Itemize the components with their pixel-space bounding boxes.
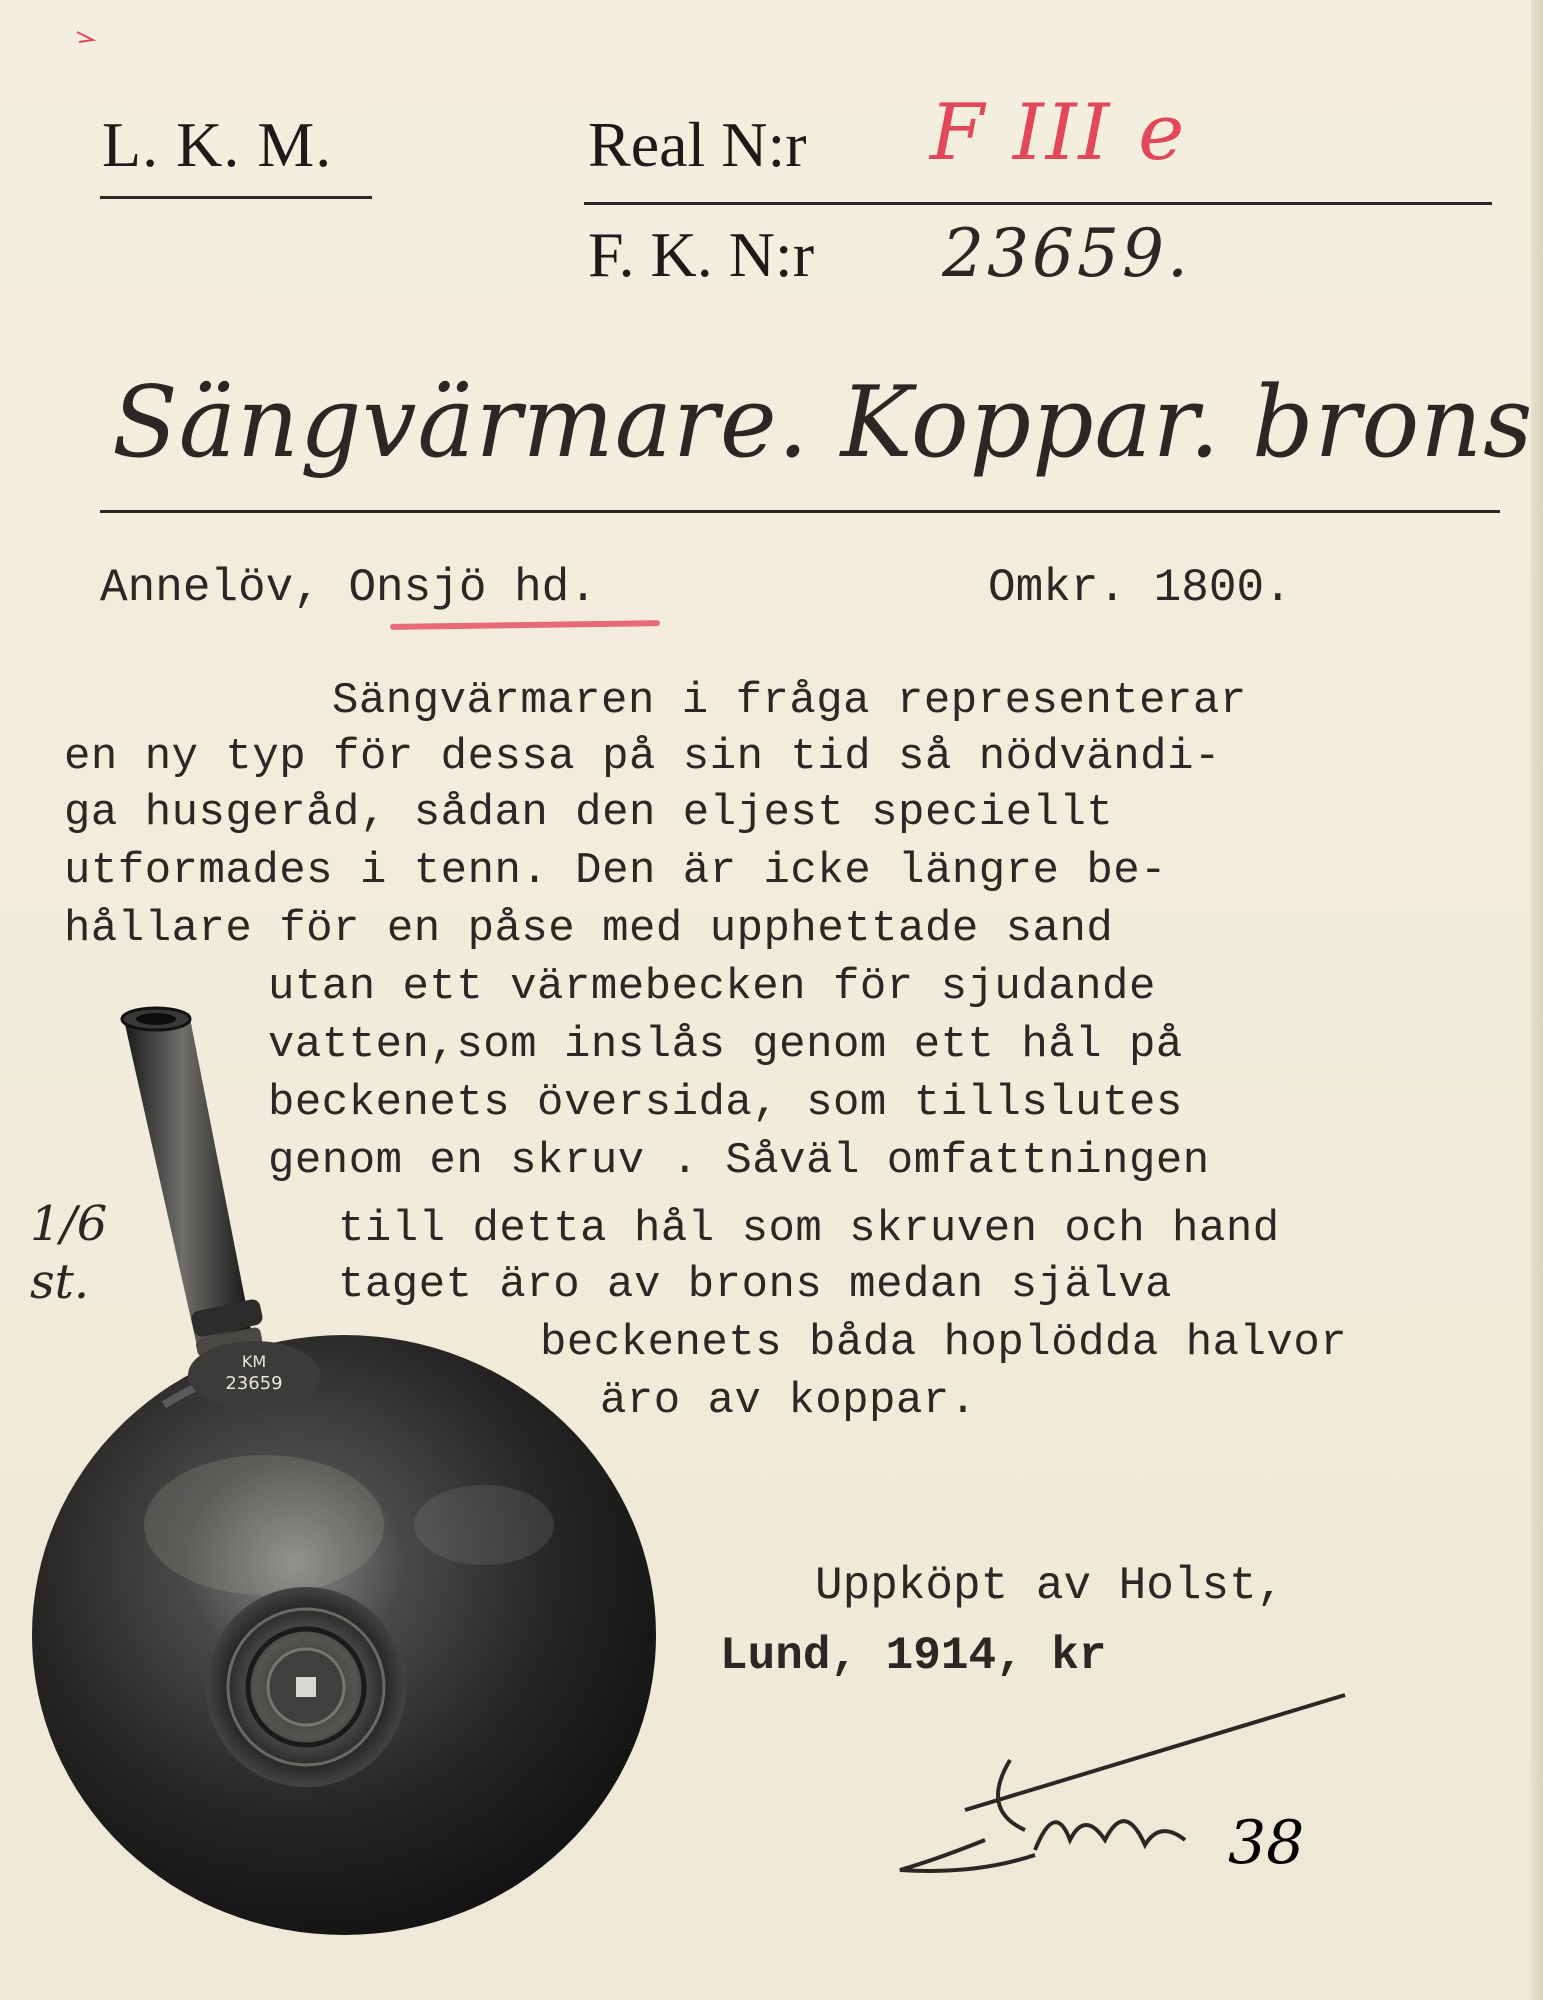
description-line: en ny typ för dessa på sin tid så nödvändi-: [64, 732, 1221, 782]
signature-year: 38: [1228, 1808, 1305, 1878]
real-number-label: Real N:r: [588, 109, 807, 180]
purchase-line-1: Uppköpt av Holst,: [815, 1560, 1285, 1612]
accession-label: [188, 1341, 320, 1409]
bed-warmer-photo: [14, 1005, 674, 1945]
svg-text:KM: KM: [241, 1352, 267, 1371]
museum-abbreviation: L. K. M.: [102, 109, 333, 180]
description-line: äro av koppar.: [600, 1376, 977, 1426]
place-of-origin: Annelöv, Onsjö hd.: [100, 562, 597, 614]
description-line: hållare för en påse med upphettade sand: [64, 904, 1114, 954]
red-underline: [390, 620, 660, 630]
date-of-origin: Omkr. 1800.: [988, 562, 1292, 614]
fk-number-value: 23659.: [942, 215, 1191, 292]
description-line: vatten,som inslås genom ett hål på: [268, 1020, 1183, 1070]
description-line: beckenets översida, som tillslutes: [268, 1078, 1183, 1128]
scale-ratio: 1/6: [30, 1196, 108, 1252]
real-number-value: F III e: [930, 88, 1187, 178]
description-line: genom en skruv . Såväl omfattningen: [268, 1136, 1210, 1186]
description-line: Sängvärmaren i fråga representerar: [332, 676, 1247, 726]
description-line: beckenets båda hoplödda halvor: [540, 1318, 1348, 1368]
description-line: utformades i tenn. Den är icke längre be-: [64, 846, 1168, 896]
museum-underline: [100, 196, 372, 199]
description-line: ga husgeråd, sådan den eljest speciellt: [64, 788, 1114, 838]
description-line: till detta hål som skruven och hand: [338, 1204, 1280, 1254]
description-line: taget äro av brons medan själva: [338, 1260, 1173, 1310]
spout: [122, 1008, 264, 1358]
title-rule: [100, 510, 1500, 513]
scale-unit: st.: [30, 1254, 90, 1310]
description-line: utan ett värmebecken för sjudande: [268, 962, 1156, 1012]
fk-number-label: F. K. N:r: [588, 219, 814, 290]
corner-pencil-mark: [75, 30, 97, 44]
header-rule: [584, 202, 1492, 205]
object-title: Sängvärmare. Koppar. brons: [112, 366, 1534, 480]
purchase-line-2: Lund, 1914, kr: [720, 1630, 1107, 1682]
screw-boss: [206, 1587, 406, 1787]
card-edge: [1531, 0, 1543, 2000]
svg-text:23659: 23659: [225, 1373, 283, 1394]
